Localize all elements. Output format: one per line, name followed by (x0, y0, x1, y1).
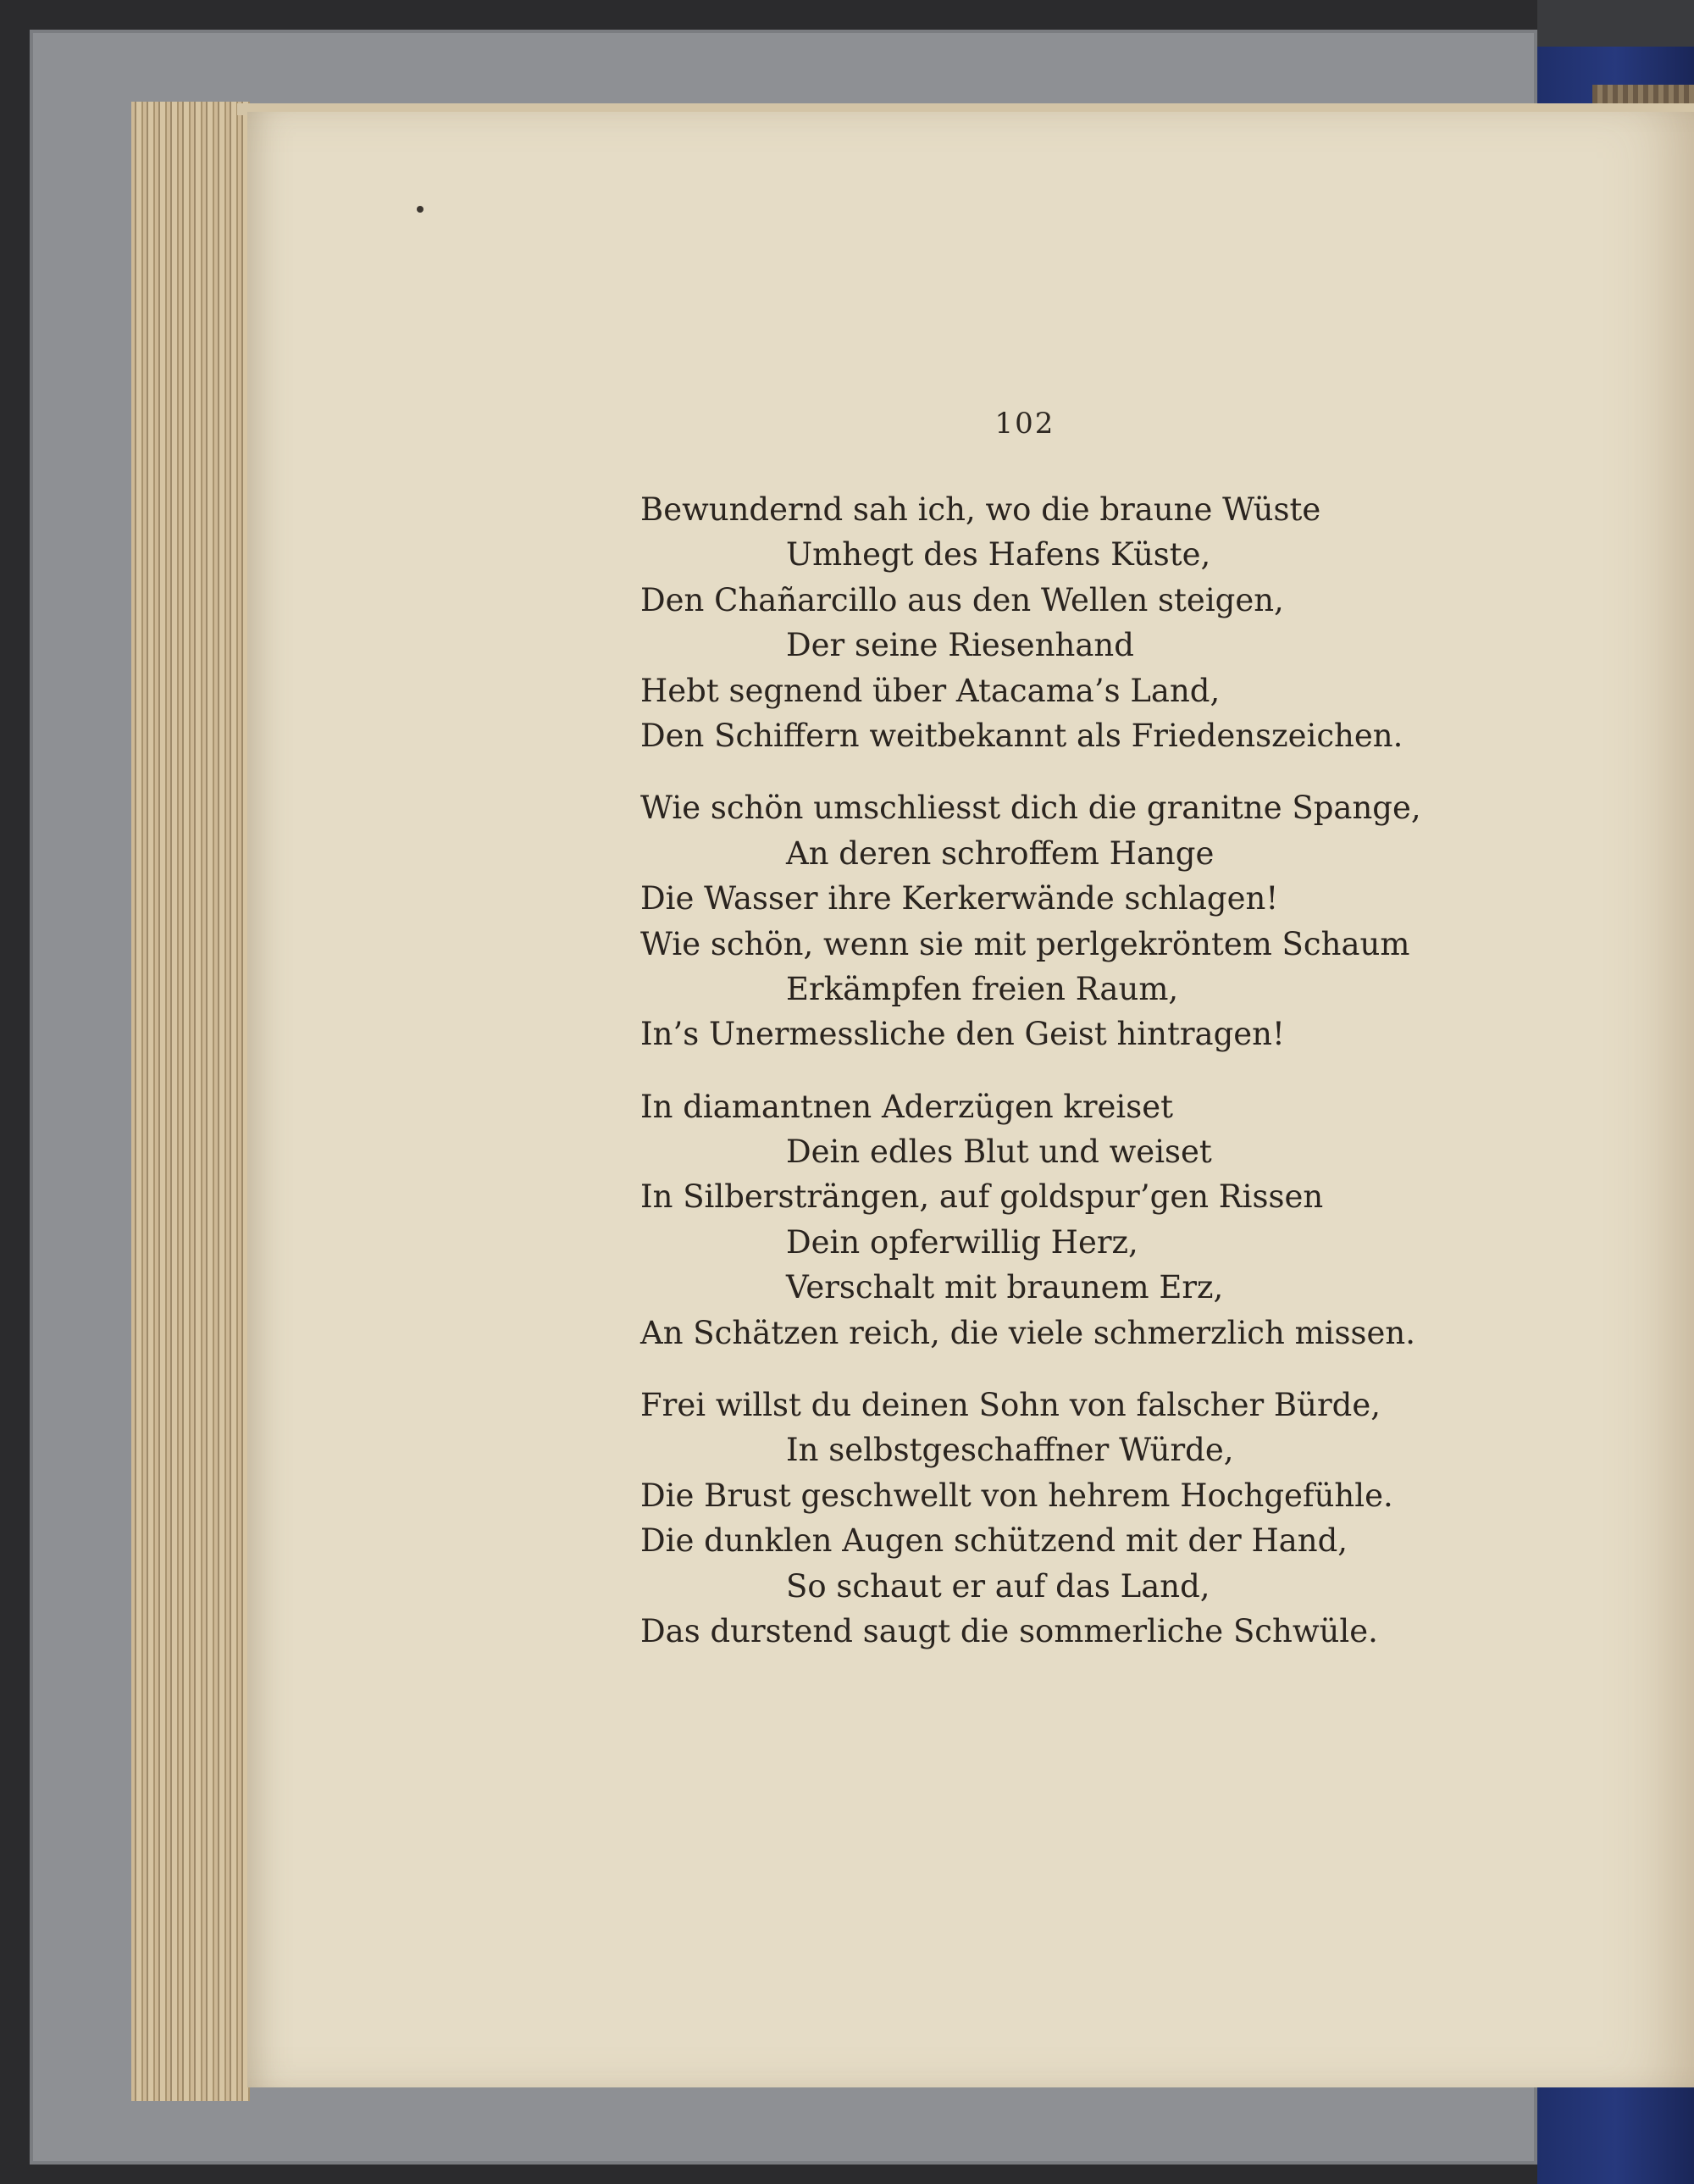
verse-line: Erkämpfen freien Raum, (786, 970, 1179, 1007)
stanza-1 (640, 487, 1487, 758)
verse-line: An deren schroffem Hange (786, 834, 1215, 872)
stanza-3 (640, 1084, 1487, 1355)
verse-line: In’s Unermessliche den Geist hintragen! (640, 1016, 1285, 1053)
poem (640, 487, 1487, 1681)
page-number: 102 (994, 407, 1055, 441)
verse-line: Wie schön umschliesst dich die granitne Spange, (640, 790, 1421, 827)
verse-line: Bewundernd sah ich, wo die braune Wüste (640, 491, 1321, 528)
verse-line: In selbstgeschaffner Würde, (786, 1432, 1234, 1469)
backdrop-corner (1537, 0, 1694, 47)
verse-line: Verschalt mit braunem Erz, (786, 1269, 1224, 1306)
ink-speck (417, 206, 424, 213)
stanza-4 (640, 1383, 1487, 1654)
stanza-2 (640, 785, 1487, 1056)
verse-line: Den Chañarcillo aus den Wellen steigen, (640, 581, 1284, 618)
verse-line: Dein edles Blut und weiset (786, 1134, 1212, 1171)
verse-line: Der seine Riesenhand (786, 627, 1134, 664)
verse-line: Die dunklen Augen schützend mit der Hand, (640, 1522, 1348, 1560)
verse-line: In Silbersträngen, auf goldspur’gen Rissen (640, 1178, 1324, 1216)
verse-line: An Schätzen reich, die viele schmerzlich missen. (640, 1314, 1415, 1351)
page-stack-edge (131, 102, 250, 2101)
verse-line: In diamantnen Aderzügen kreiset (640, 1088, 1174, 1125)
verse-line: Dein opferwillig Herz, (786, 1223, 1138, 1261)
verse-line: Den Schiffern weitbekannt als Friedenszeichen. (640, 717, 1403, 754)
verse-line: Hebt segnend über Atacama’s Land, (640, 672, 1221, 709)
verse-line: So schaut er auf das Land, (786, 1567, 1210, 1605)
verse-line: Das durstend saugt die sommerliche Schwüle. (640, 1612, 1378, 1649)
verse-line: Umhegt des Hafens Küste, (786, 536, 1211, 574)
verse-line: Die Brust geschwellt von hehrem Hochgefühle. (640, 1477, 1393, 1514)
verse-line: Frei willst du deinen Sohn von falscher Bürde, (640, 1387, 1381, 1424)
verse-line: Wie schön, wenn sie mit perlgekröntem Schaum (640, 925, 1410, 962)
verse-line: Die Wasser ihre Kerkerwände schlagen! (640, 880, 1279, 917)
